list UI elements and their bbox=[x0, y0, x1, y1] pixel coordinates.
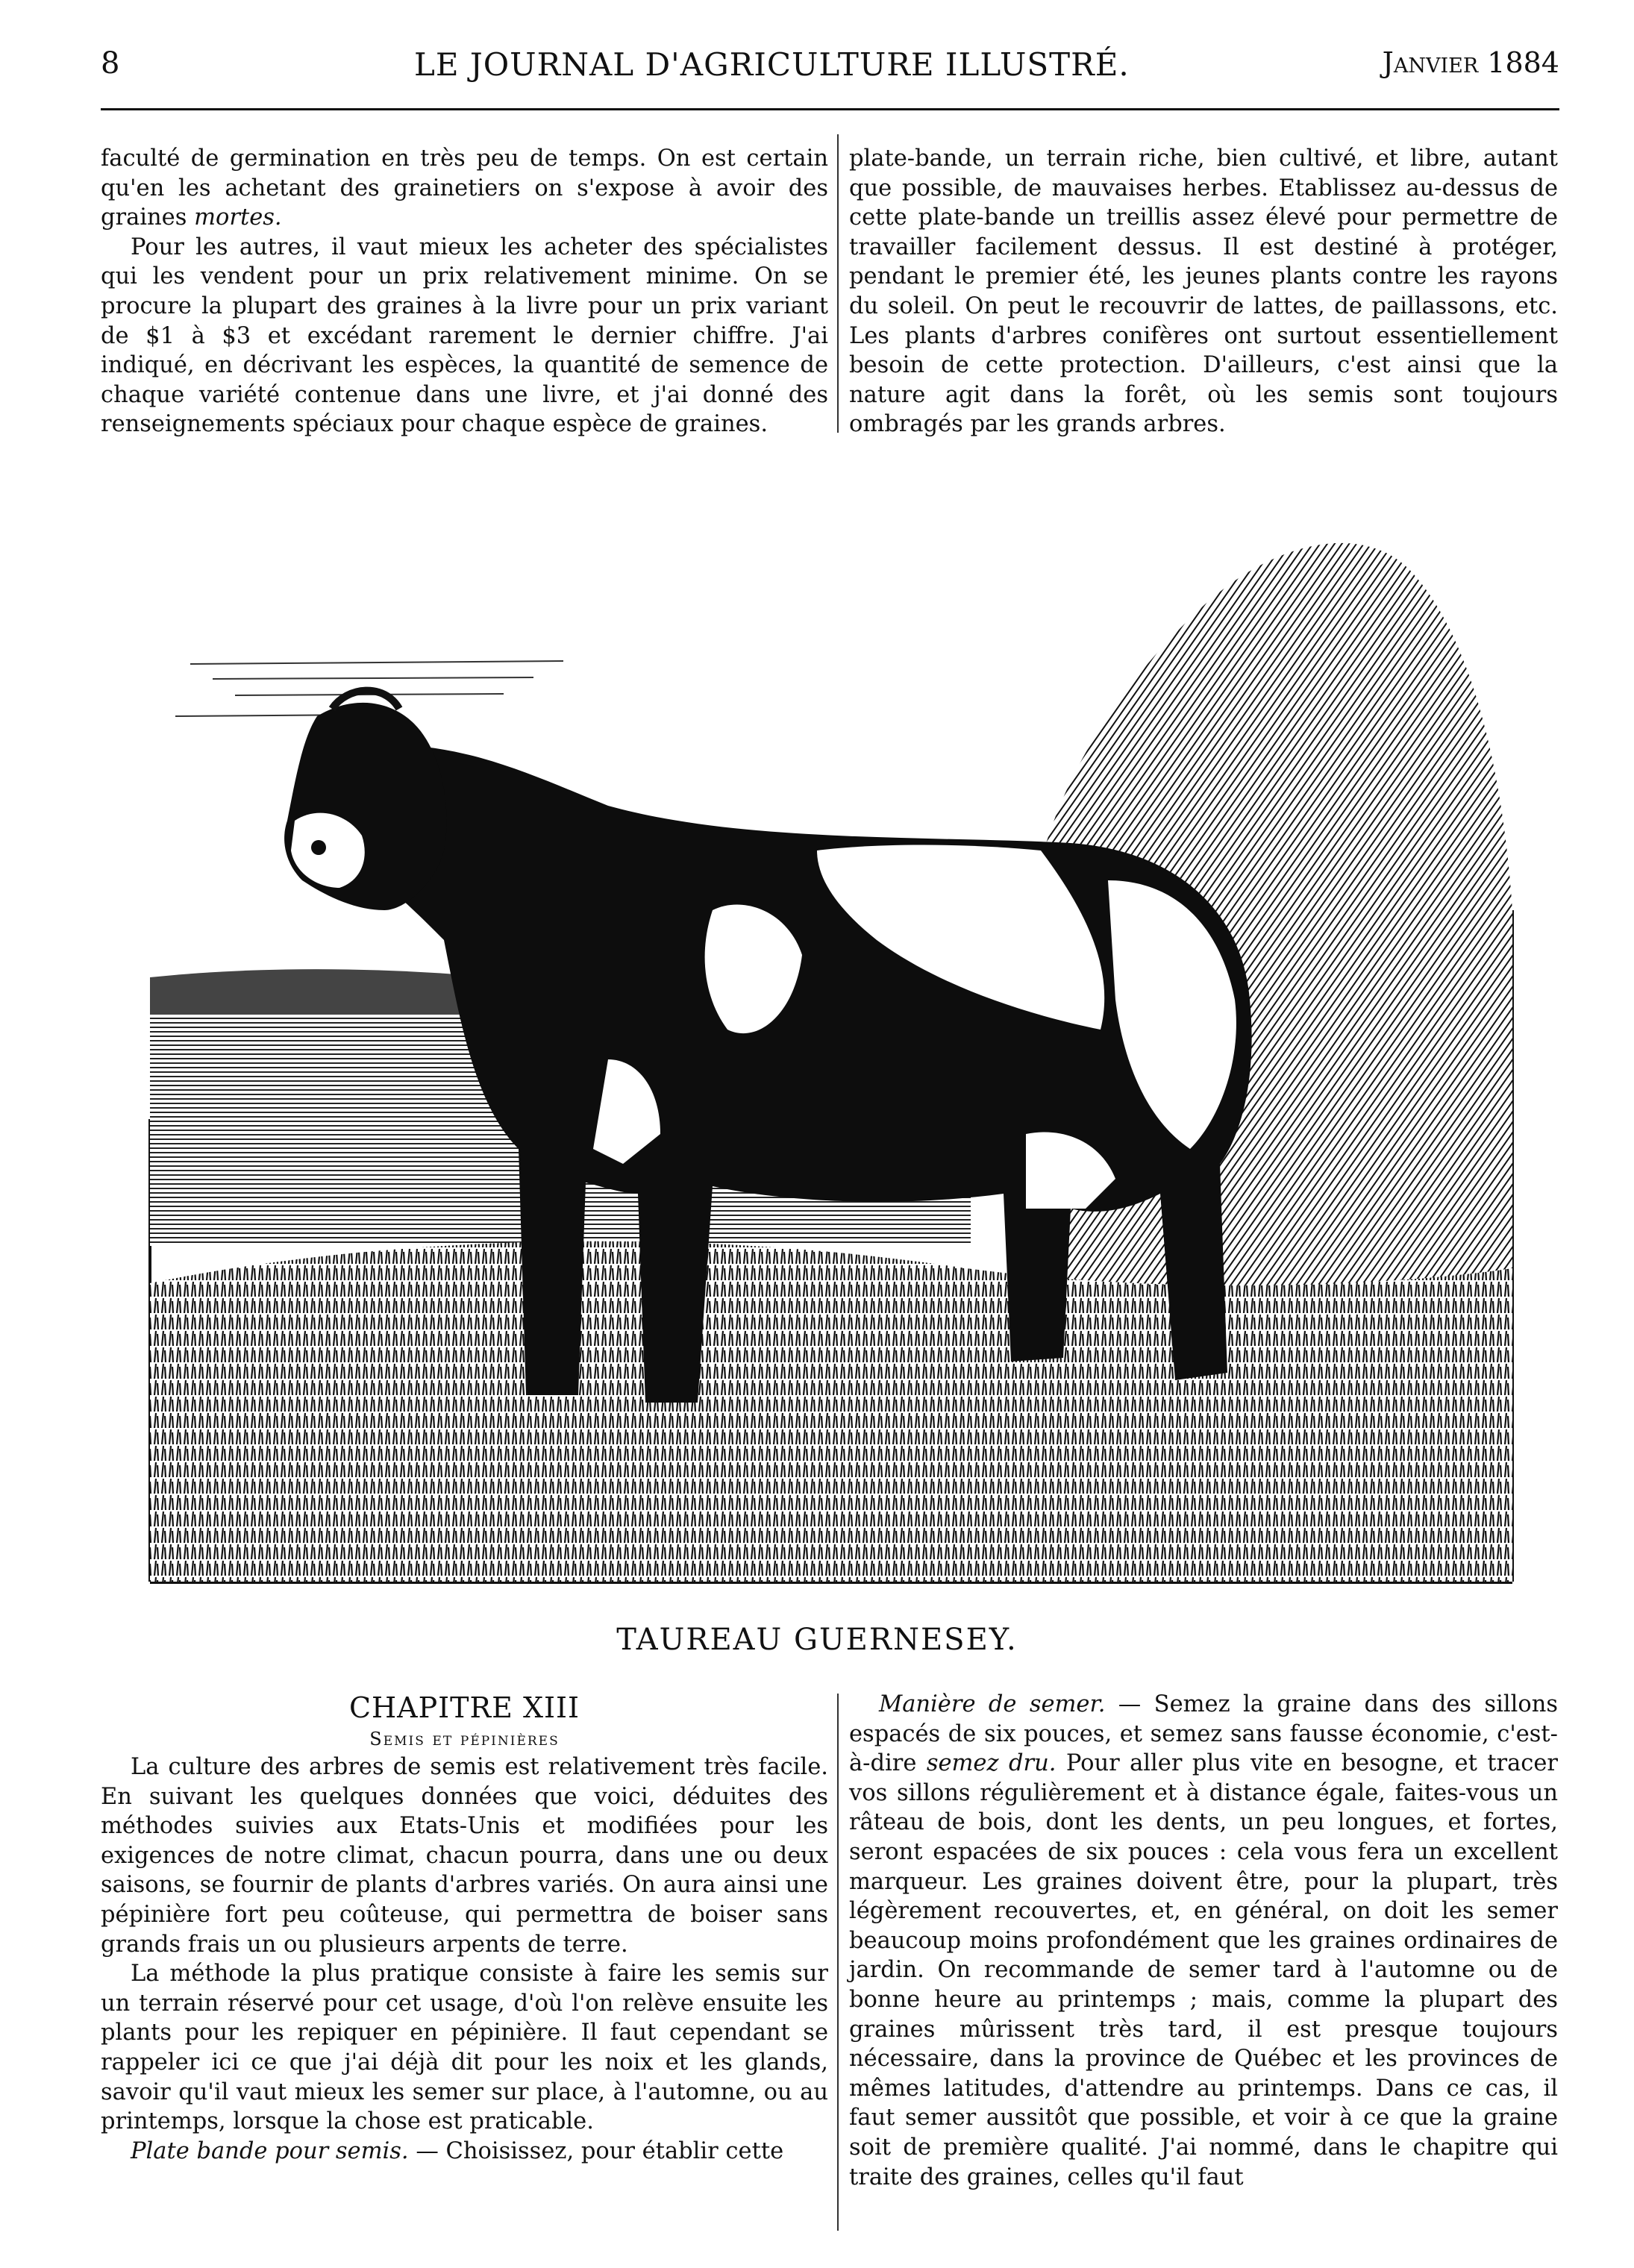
paragraph: plate-bande, un terrain riche, bien cultivé, et libre, autant que possible, de mauvaises herbes. Etablissez au-dessus de cette plate-bande un treillis assez élevé pour permettre de travailler facilement dessus. Il est destiné à protéger, pendant le premier été, les jeunes plants contre les rayons du soleil. On peut le recouvrir de lattes, de paillassons, etc. Les plants d'arbres conifères ont surtout essentiellement besoin de cette protection. D'ailleurs, c'est ainsi que la nature agit dans la forêt, où les semis sont toujours ombragés par les grands arbres. bbox=[849, 145, 1558, 438]
paragraph bbox=[101, 144, 828, 233]
running-head bbox=[101, 46, 1559, 98]
paragraph bbox=[101, 2137, 828, 2167]
paragraph: Pour les autres, il vaut mieux les acheter des spécialistes qui les vendent pour un prix relativement minime. On se procure la plupart des graines à la livre pour un prix variant de $1 à $3 et excédant rarement le dernier chiffre. J'ai indiqué, en décrivant les espèces, la quantité de semence de chaque variété contenue dans une livre, et j'ai donné des renseignements spéciaux pour chaque espèce de graines. bbox=[101, 234, 828, 438]
chapter-subtitle: Semis et pépinières bbox=[369, 1729, 560, 1749]
grass bbox=[150, 1241, 1512, 1582]
journal-title: LE JOURNAL D'AGRICULTURE ILLUSTRÉ. bbox=[414, 46, 1130, 83]
paragraph: La culture des arbres de semis est relativement très facile. En suivant les quelques données que voici, déduites des méthodes suivies aux Etats-Unis et modifiées pour les exigences de notre climat, chacun pourra, dans une ou deux saisons, se fournir de plants d'arbres variés. On aura ainsi une pépinière fort peu coûteuse, qui permettra de boiser sans grands frais un ou plusieurs arpents de terre. bbox=[101, 1754, 828, 1958]
paragraph-text: — Semez la graine dans des sillons espacés de six pouces, et semez sans fausse économie, c'est-à-dire bbox=[849, 1691, 1559, 1777]
bottom-left-column bbox=[101, 1690, 828, 2166]
paragraph: La méthode la plus pratique consiste à faire les semis sur un terrain réservé pour cet usage, d'où l'on relève ensuite les plants pour les repiquer en pépinière. Il faut cependant se rappeler ici ce que j'ai déjà dit pour les noix et les glands, savoir qu'il vaut mieux les semer sur place, à l'automne, ou au printemps, lorsque la chose est praticable. bbox=[101, 1961, 828, 2135]
header-rule bbox=[101, 108, 1559, 110]
column-rule bbox=[837, 1694, 839, 2231]
paragraph-text: Pour aller plus vite en besogne, et tracer vos sillons régulièrement et à distance égale, faites-vous un râteau de bois, dont les dents, un peu longues, et fortes, seront espacées de six pouces : cela vous fera un excellent marqueur. Les graines doivent être, pour la plupart, très légèrement recouvertes, et, en général, on doit les semer beaucoup moins profondément que les graines ordinaires de jardin. On recommande de semer tard à l'automne ou de bonne heure au printemps ; mais, comme la plupart des graines mûrissent très tard, il est presque toujours nécessaire, dans la province de Québec et les provinces de mêmes latitudes, d'attendre au printemps. Dans ce cas, il faut semer aussitôt que possible, et voir à ce que la graine soit de première qualité. J'ai nommé, dans le chapitre qui traite des graines, celles qu'il faut bbox=[849, 1750, 1558, 2190]
emphasis-text: mortes. bbox=[194, 204, 282, 231]
engraving-illustration bbox=[145, 492, 1518, 1604]
page-number: 8 bbox=[101, 46, 120, 81]
emphasis-text: semez dru. bbox=[926, 1750, 1057, 1777]
column-rule bbox=[837, 134, 839, 433]
issue-date: Janvier 1884 bbox=[1382, 46, 1559, 79]
top-right-column bbox=[849, 144, 1558, 439]
chapter-title: CHAPITRE XIII bbox=[348, 1691, 580, 1724]
paragraph-text: faculté de germination en très peu de temps. On est certain qu'en les achetant des grainetiers on s'expose à avoir des graines bbox=[101, 145, 828, 231]
bottom-right-column bbox=[849, 1690, 1558, 2192]
paragraph bbox=[849, 1690, 1558, 2192]
emphasis-text: Manière de semer. bbox=[879, 1691, 1106, 1717]
top-left-column bbox=[101, 144, 828, 439]
figure-caption: TAUREAU GUERNESEY. bbox=[616, 1623, 1018, 1657]
bull-engraving bbox=[145, 492, 1518, 1604]
paragraph-text: — Choisissez, pour établir cette bbox=[408, 2137, 784, 2164]
emphasis-text: Plate bande pour semis. bbox=[131, 2137, 409, 2164]
